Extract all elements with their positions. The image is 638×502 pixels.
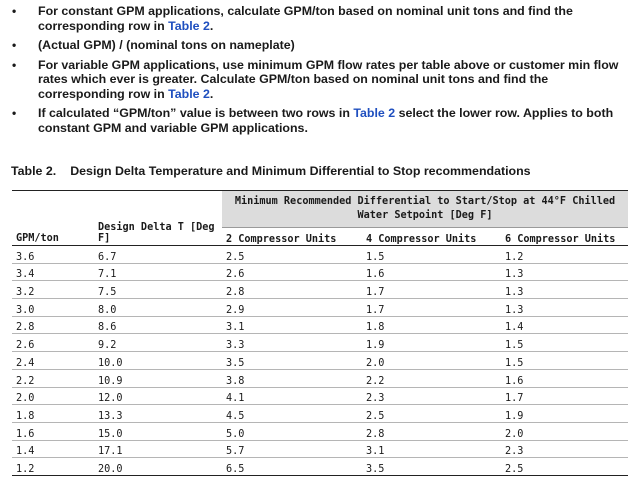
bullet-dot-icon: • [12, 57, 17, 72]
table-row [12, 352, 628, 370]
bullet-dot-icon: • [12, 106, 17, 120]
cell-gpm-ton: 2.8 [12, 316, 94, 334]
cell-4-compressor: 2.2 [362, 369, 501, 387]
recommendations-table [12, 190, 628, 476]
cell-2-compressor: 5.0 [222, 422, 362, 440]
cell-gpm-ton: 1.6 [12, 422, 94, 440]
cell-2-compressor: 4.1 [222, 387, 362, 405]
table-row [12, 334, 628, 352]
table-row [12, 422, 628, 440]
column-header-6-compressor: 6 Compressor Units [501, 228, 628, 246]
cell-4-compressor: 3.5 [362, 458, 501, 476]
cell-6-compressor: 1.3 [501, 281, 628, 299]
cell-design-delta-t: 15.0 [94, 422, 222, 440]
cell-6-compressor: 2.5 [501, 458, 628, 476]
column-header-gpm-ton: GPM/ton [12, 191, 94, 246]
cell-gpm-ton: 2.0 [12, 387, 94, 405]
table-2-link[interactable]: Table 2 [168, 18, 210, 33]
cell-design-delta-t: 7.5 [94, 281, 222, 299]
cell-design-delta-t: 8.6 [94, 316, 222, 334]
cell-4-compressor: 1.6 [362, 263, 501, 281]
bullet-item: • If calculated “GPM/ton” value is between two rows in Table 2 select the lower row. Applies to both constant GPM and variable GPM applications. [12, 106, 614, 135]
cell-design-delta-t: 9.2 [94, 334, 222, 352]
cell-2-compressor: 2.5 [222, 246, 362, 264]
cell-2-compressor: 5.7 [222, 440, 362, 458]
cell-design-delta-t: 10.0 [94, 352, 222, 370]
cell-gpm-ton: 2.4 [12, 352, 94, 370]
table-row [12, 316, 628, 334]
cell-gpm-ton: 2.6 [12, 334, 94, 352]
cell-gpm-ton: 1.4 [12, 440, 94, 458]
cell-design-delta-t: 8.0 [94, 299, 222, 317]
cell-4-compressor: 1.9 [362, 334, 501, 352]
table-row [12, 369, 628, 387]
group-header-min-differential: Minimum Recommended Differential to Start/Stop at 44°F Chilled Water Setpoint [Deg F] [222, 191, 628, 228]
table-row [12, 246, 628, 264]
table-2-link[interactable]: Table 2 [353, 106, 396, 120]
cell-2-compressor: 3.8 [222, 369, 362, 387]
cell-4-compressor: 1.5 [362, 246, 501, 264]
cell-2-compressor: 2.9 [222, 299, 362, 317]
column-header-4-compressor: 4 Compressor Units [362, 228, 501, 246]
cell-2-compressor: 3.1 [222, 316, 362, 334]
cell-gpm-ton: 3.0 [12, 299, 94, 317]
cell-gpm-ton: 1.8 [12, 405, 94, 423]
table-2-link[interactable]: Table 2 [168, 86, 210, 101]
cell-design-delta-t: 7.1 [94, 263, 222, 281]
cell-6-compressor: 1.3 [501, 263, 628, 281]
cell-design-delta-t: 10.9 [94, 369, 222, 387]
table-caption [11, 164, 531, 178]
cell-design-delta-t: 17.1 [94, 440, 222, 458]
cell-6-compressor: 1.6 [501, 369, 628, 387]
cell-6-compressor: 2.3 [501, 440, 628, 458]
cell-gpm-ton: 2.2 [12, 369, 94, 387]
table-row [12, 440, 628, 458]
cell-4-compressor: 2.5 [362, 405, 501, 423]
cell-4-compressor: 2.3 [362, 387, 501, 405]
cell-6-compressor: 1.3 [501, 299, 628, 317]
table-row [12, 299, 628, 317]
cell-6-compressor: 1.2 [501, 246, 628, 264]
cell-design-delta-t: 13.3 [94, 405, 222, 423]
column-header-design-delta-t: Design Delta T [Deg F] [94, 191, 222, 246]
cell-4-compressor: 3.1 [362, 440, 501, 458]
cell-gpm-ton: 3.6 [12, 246, 94, 264]
table-row [12, 458, 628, 476]
cell-6-compressor: 1.7 [501, 387, 628, 405]
cell-design-delta-t: 6.7 [94, 246, 222, 264]
table-row [12, 405, 628, 423]
cell-gpm-ton: 1.2 [12, 458, 94, 476]
table-caption-number: Table 2. [11, 164, 57, 178]
table-row [12, 387, 628, 405]
cell-2-compressor: 3.5 [222, 352, 362, 370]
cell-design-delta-t: 12.0 [94, 387, 222, 405]
column-header-2-compressor: 2 Compressor Units [222, 228, 362, 246]
cell-4-compressor: 2.0 [362, 352, 501, 370]
instruction-list [10, 4, 630, 140]
cell-2-compressor: 2.8 [222, 281, 362, 299]
bullet-item: • For variable GPM applications, use minimum GPM flow rates per table above or customer min flow rates which ever is greater. Calculate GPM/ton based on nominal unit tons and find the corresponding row in Table 2. [12, 57, 619, 101]
cell-6-compressor: 1.5 [501, 334, 628, 352]
cell-4-compressor: 2.8 [362, 422, 501, 440]
cell-2-compressor: 2.6 [222, 263, 362, 281]
bullet-item: • (Actual GPM) / (nominal tons on nameplate) [12, 38, 295, 52]
bullet-item: • For constant GPM applications, calculate GPM/ton based on nominal unit tons and find the corresponding row in Table 2. [12, 4, 573, 33]
cell-6-compressor: 1.4 [501, 316, 628, 334]
cell-gpm-ton: 3.4 [12, 263, 94, 281]
cell-4-compressor: 1.7 [362, 299, 501, 317]
cell-2-compressor: 4.5 [222, 405, 362, 423]
cell-2-compressor: 6.5 [222, 458, 362, 476]
cell-6-compressor: 2.0 [501, 422, 628, 440]
cell-4-compressor: 1.8 [362, 316, 501, 334]
cell-design-delta-t: 20.0 [94, 458, 222, 476]
cell-6-compressor: 1.5 [501, 352, 628, 370]
cell-gpm-ton: 3.2 [12, 281, 94, 299]
table-row [12, 281, 628, 299]
cell-6-compressor: 1.9 [501, 405, 628, 423]
table-caption-title: Design Delta Temperature and Minimum Differential to Stop recommendations [70, 164, 531, 178]
bullet-dot-icon: • [12, 38, 17, 52]
cell-4-compressor: 1.7 [362, 281, 501, 299]
cell-2-compressor: 3.3 [222, 334, 362, 352]
bullet-dot-icon: • [12, 4, 17, 18]
table-row [12, 263, 628, 281]
